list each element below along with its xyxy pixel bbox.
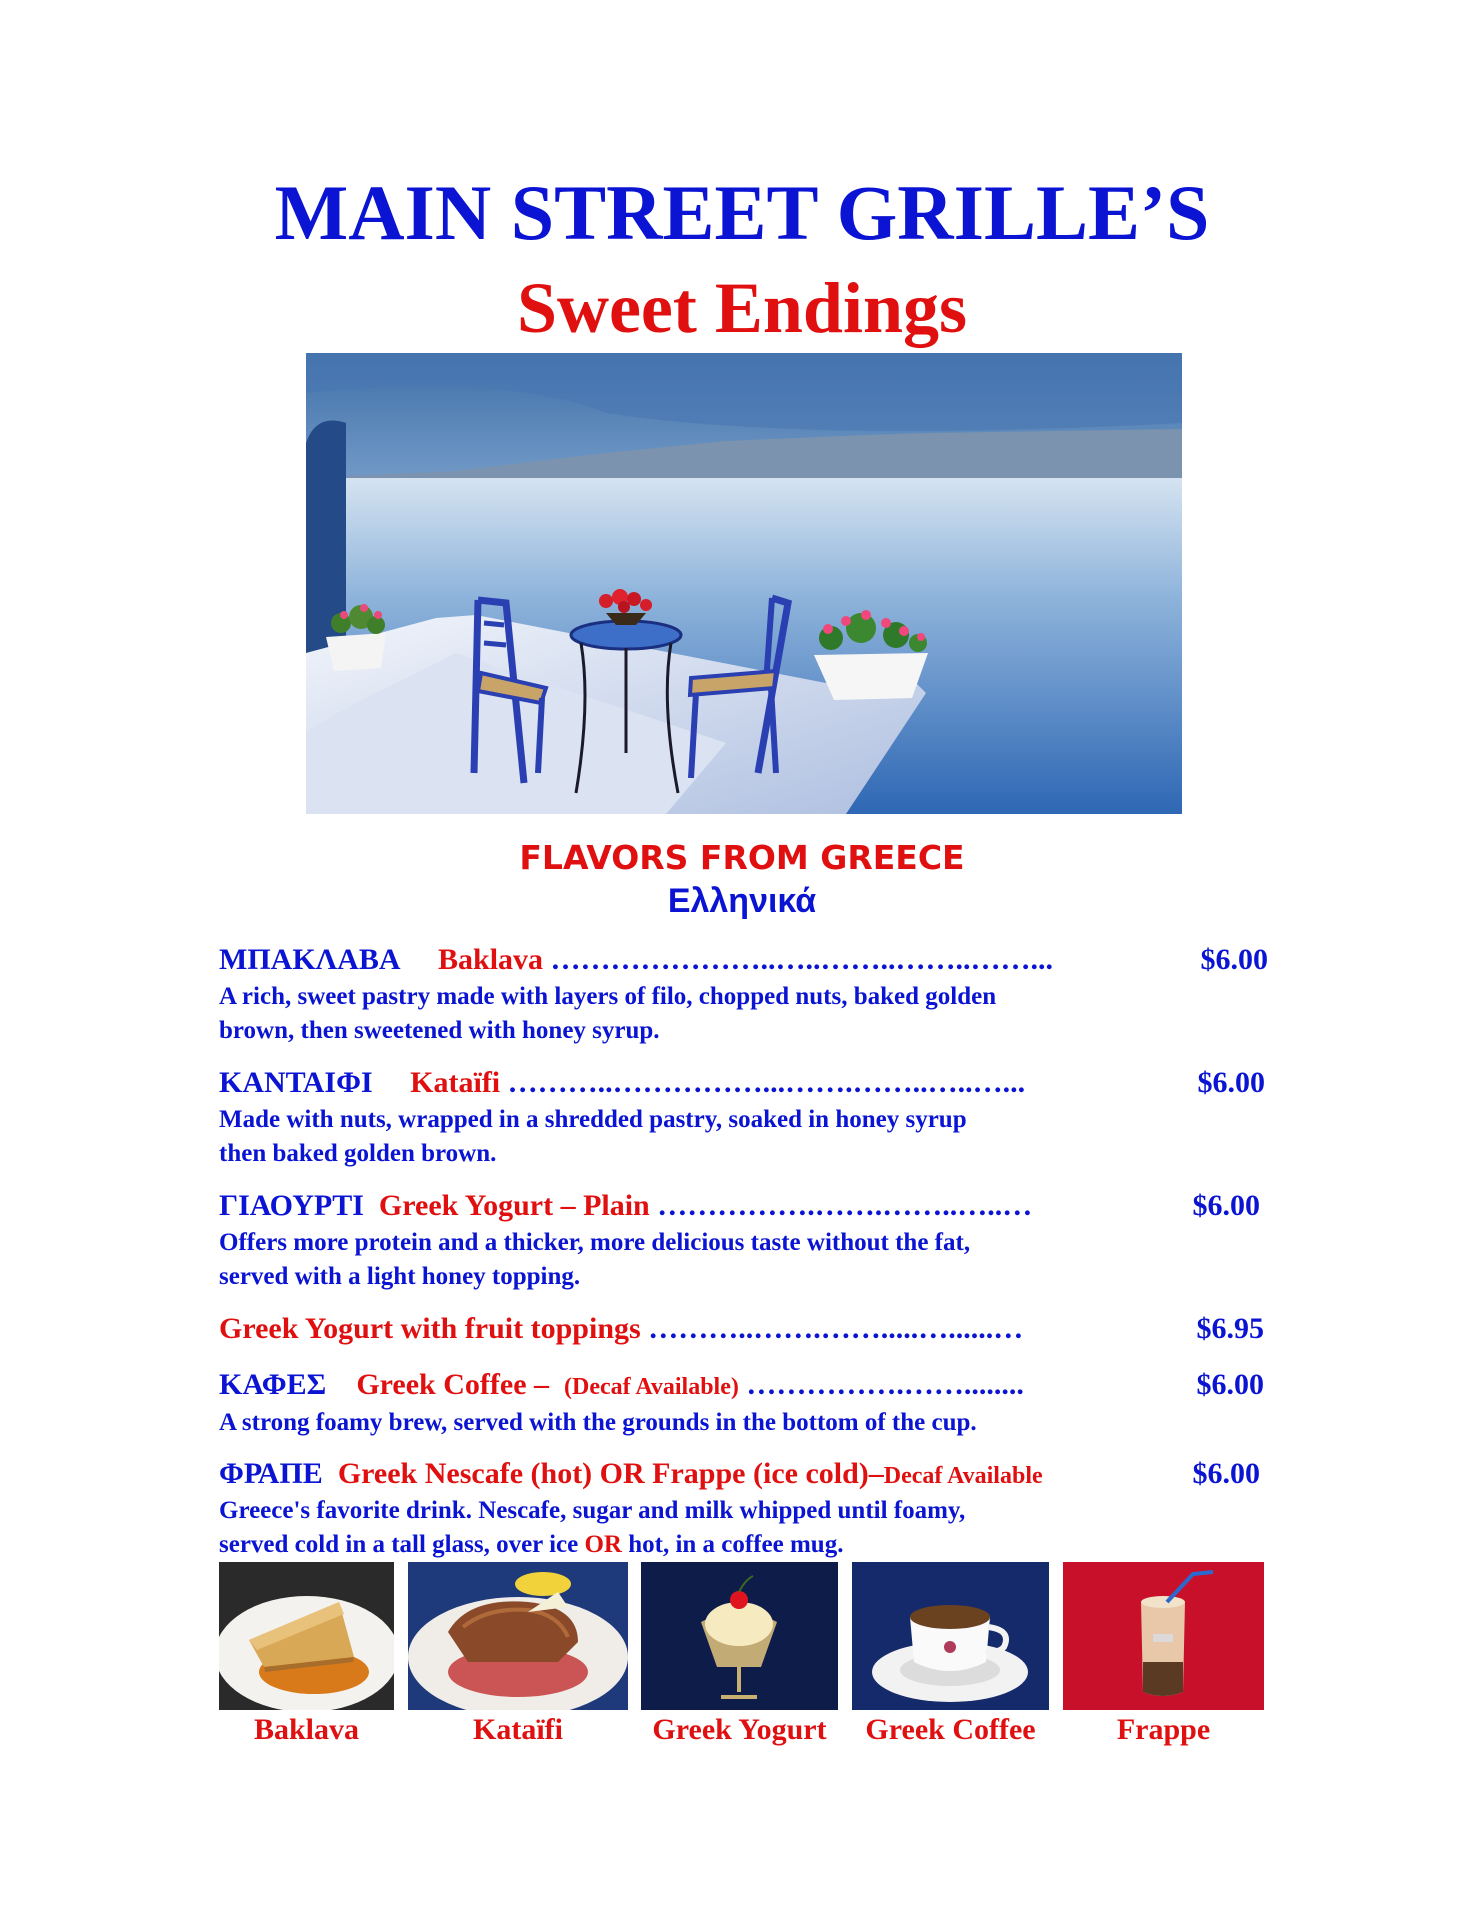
item-name: Kataïfi: [410, 1066, 501, 1099]
item-name: Greek Yogurt – Plain: [378, 1189, 650, 1222]
menu-item-greek-yogurt: [219, 1188, 1269, 1224]
item-price: $6.00: [1200, 943, 1268, 976]
photo-caption: Kataïfi: [473, 1713, 563, 1746]
item-leader-dots: …………….……........: [746, 1368, 1024, 1401]
item-leader-dots: …………….…….……..…..…: [657, 1189, 1033, 1222]
item-price: $6.00: [1192, 1189, 1260, 1222]
item-price: $6.00: [1197, 1066, 1265, 1099]
item-greek-name: ΓΙΑΟΥΡΤΙ: [219, 1189, 364, 1222]
item-leader-dots: ………..……………...…….……..…..…...: [507, 1066, 1026, 1099]
item-greek-name: ΜΠΑΚΛΑΒΑ: [219, 943, 401, 976]
item-leader-dots: …………………..…..……..……..……...: [550, 943, 1054, 976]
item-description: [219, 1226, 1219, 1294]
photo-kataifi: [408, 1562, 628, 1710]
page-subtitle: Sweet Endings: [516, 268, 968, 348]
item-leader-dots: ………..…….…….....…......…: [648, 1312, 1024, 1345]
item-price: $6.95: [1196, 1312, 1264, 1345]
item-greek-name: ΚΑΝΤΑΙΦΙ: [219, 1066, 373, 1099]
item-description-line: Made with nuts, wrapped in a shredded pastry, soaked in honey syrup: [219, 1106, 967, 1133]
menu-item-frappe: [219, 1456, 1179, 1494]
menu-item-yogurt-fruit: [219, 1311, 1269, 1347]
photo-greek-coffee: [852, 1562, 1049, 1710]
hero-photo: [306, 353, 1182, 814]
photo-caption: Frappe: [1116, 1713, 1211, 1746]
photo-caption: Baklava: [253, 1713, 360, 1746]
item-description-line: A strong foamy brew, served with the grounds in the bottom of the cup.: [219, 1409, 977, 1436]
section-subtitle-text: Ελληνικά: [667, 882, 817, 920]
section-subtitle: [0, 880, 1484, 922]
item-description-line: [219, 1528, 1219, 1562]
item-description-line: A rich, sweet pastry made with layers of filo, chopped nuts, baked golden: [219, 983, 997, 1010]
item-description-line: served with a light honey topping.: [219, 1263, 581, 1290]
item-description-highlight: OR: [584, 1531, 622, 1558]
item-description-line: Greece's favorite drink. Nescafe, sugar and milk whipped until foamy,: [219, 1497, 966, 1524]
item-description: [219, 980, 1219, 1048]
menu-item-baklava: [219, 942, 1269, 978]
item-description-line: brown, then sweetened with honey syrup.: [219, 1017, 660, 1044]
item-greek-name: ΚΑΦΕΣ: [219, 1368, 327, 1401]
item-name: Greek Coffee –: [356, 1368, 550, 1401]
item-description-line: Offers more protein and a thicker, more delicious taste without the fat,: [219, 1229, 971, 1256]
item-description-text: served cold in a tall glass, over ice: [219, 1531, 585, 1558]
item-description: [219, 1494, 1219, 1562]
photo-caption: Greek Coffee: [865, 1713, 1036, 1746]
item-description-line: then baked golden brown.: [219, 1140, 497, 1167]
photo-baklava: [219, 1562, 394, 1710]
menu-item-kataifi: [219, 1065, 1269, 1101]
item-description: [219, 1406, 1219, 1440]
photo-frappe: [1063, 1562, 1264, 1710]
item-name: Greek Yogurt with fruit toppings: [219, 1312, 641, 1345]
photo-greek-yogurt: [641, 1562, 838, 1710]
menu-item-greek-coffee: [219, 1367, 1269, 1405]
item-greek-name: ΦΡΑΠΕ: [219, 1457, 323, 1490]
section-title: FLAVORS FROM GREECE: [519, 838, 965, 877]
item-note: (Decaf Available): [564, 1374, 739, 1400]
page-title: MAIN STREET GRILLE’S: [274, 169, 1210, 256]
item-name: Greek Nescafe (hot) OR Frappe (ice cold)–: [337, 1457, 884, 1490]
item-description-text: hot, in a coffee mug.: [621, 1531, 844, 1558]
item-note: Decaf Available: [883, 1463, 1043, 1489]
item-price: $6.00: [1192, 1457, 1260, 1490]
item-name: Baklava: [438, 943, 544, 976]
photo-caption: Greek Yogurt: [652, 1713, 827, 1746]
item-description: [219, 1103, 1219, 1171]
item-price: $6.00: [1196, 1368, 1264, 1401]
